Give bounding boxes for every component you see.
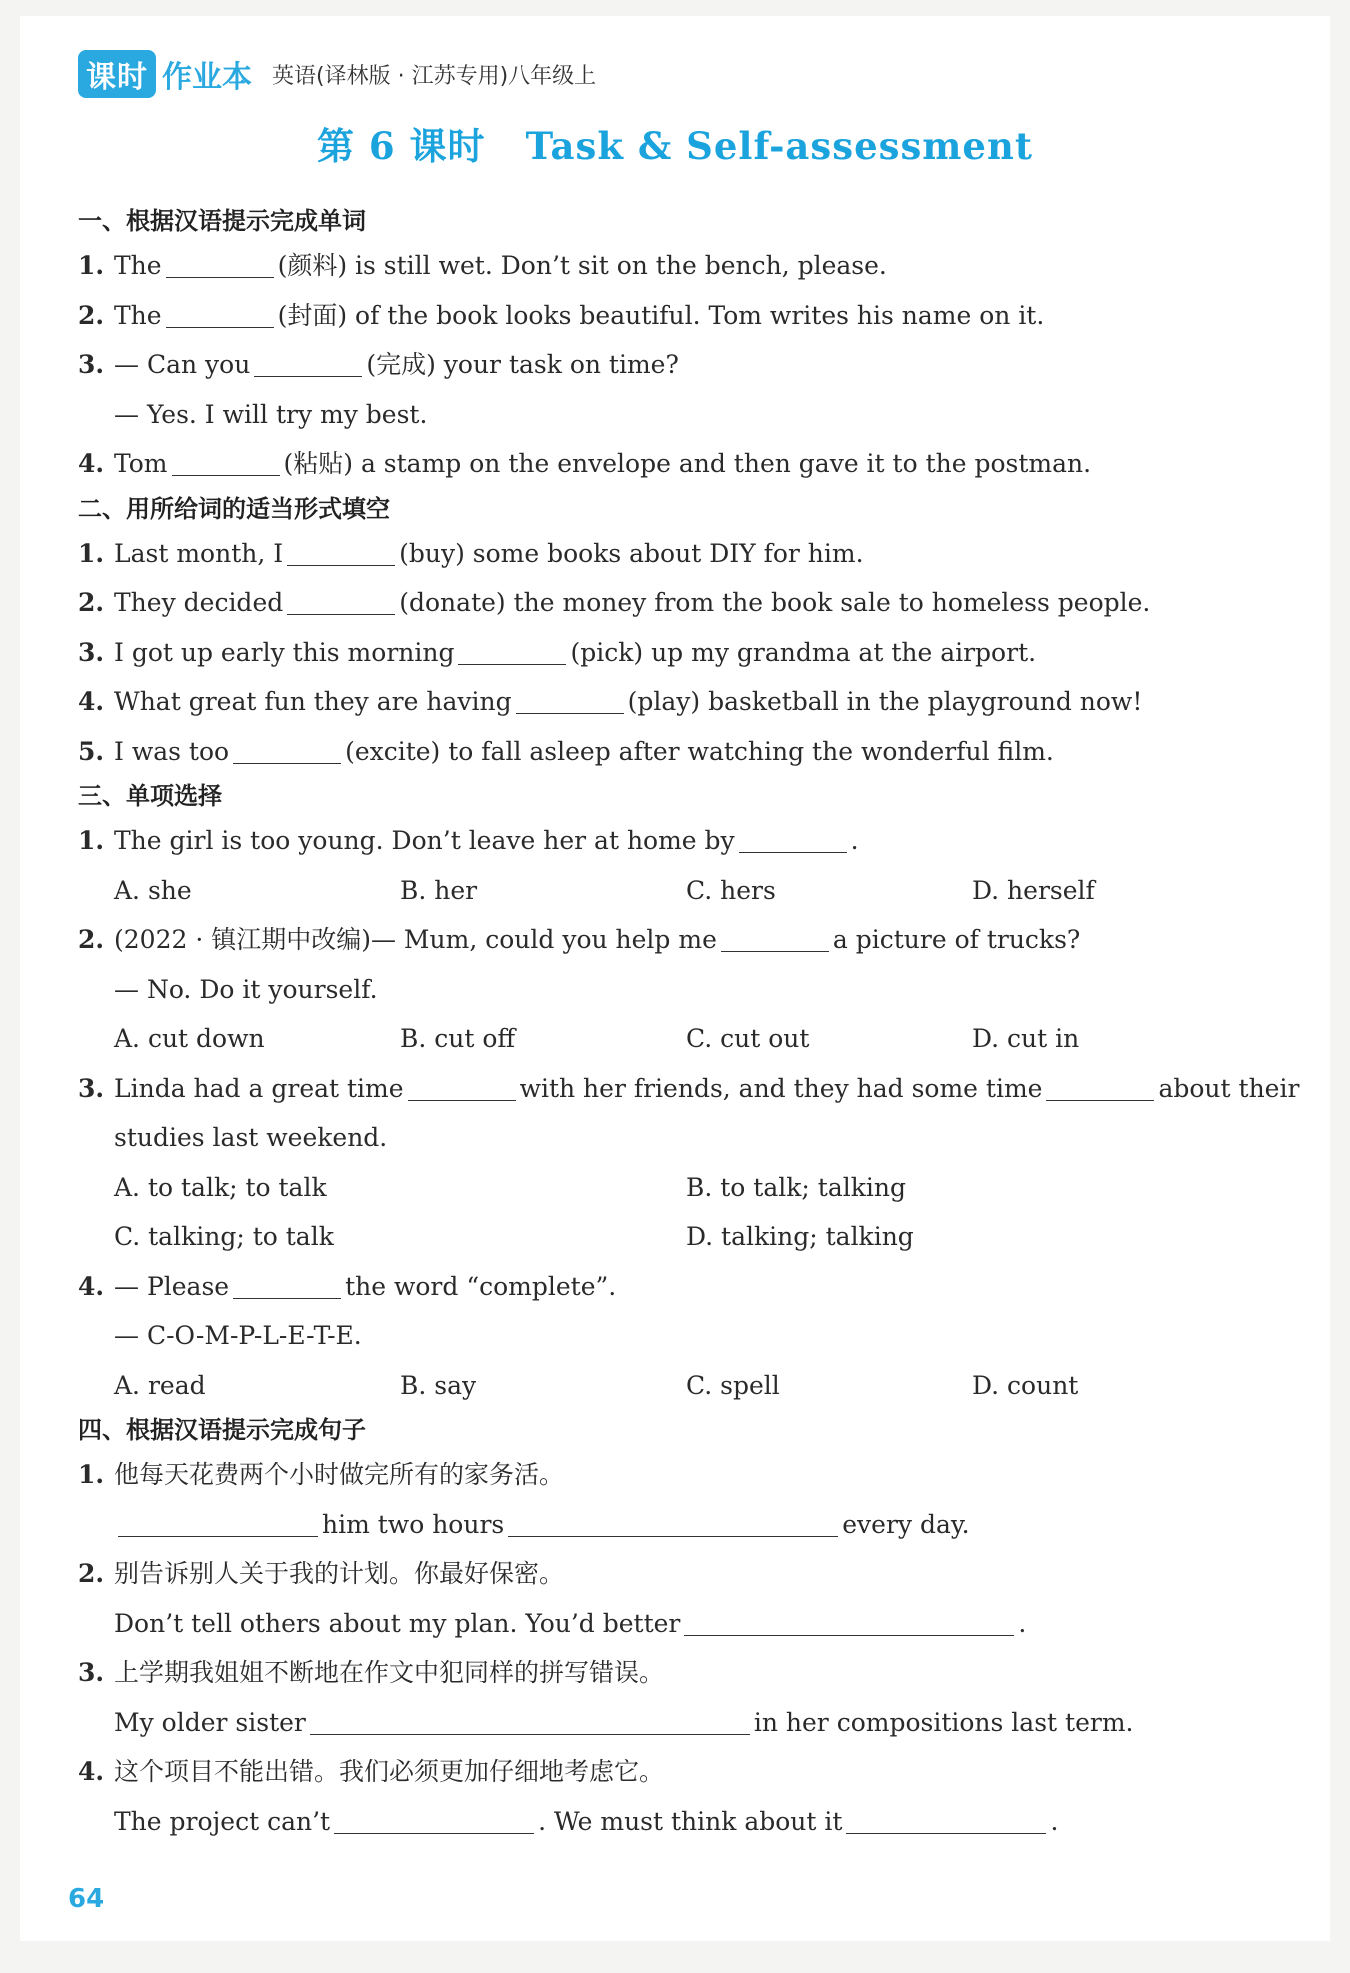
book-header (78, 46, 596, 102)
logo-badge: 课时 (78, 50, 156, 98)
answer-blank[interactable] (287, 541, 395, 566)
answer-blank[interactable] (458, 640, 566, 665)
question-row (78, 677, 1298, 727)
question-text: My older sister (114, 1707, 306, 1737)
options-row (78, 1163, 1298, 1213)
question-row (78, 578, 1298, 628)
option-d[interactable]: D. talking; talking (686, 1222, 914, 1251)
question-number: 1. (78, 251, 105, 280)
option-b[interactable]: B. her (400, 875, 478, 905)
options-row (78, 1212, 1298, 1262)
question-text: I was too (114, 736, 230, 766)
question-text: in her compositions last term. (753, 1707, 1134, 1737)
option-c[interactable]: C. talking; to talk (114, 1222, 334, 1251)
question-text: The girl is too young. Don’t leave her at home by (114, 826, 735, 855)
question-text: — Can you (114, 350, 251, 379)
answer-line (78, 1698, 1298, 1748)
option-b[interactable]: B. say (400, 1370, 477, 1400)
question-row (78, 1064, 1298, 1114)
question-number: 2. (78, 1559, 105, 1588)
logo-text: 作业本 (162, 60, 252, 95)
answer-blank[interactable] (233, 1274, 341, 1299)
question-number: 4. (78, 1271, 105, 1301)
option-d[interactable]: D. count (972, 1370, 1079, 1400)
question-text: (buy) some books about DIY for him. (399, 538, 864, 568)
question-text: about their (1158, 1073, 1300, 1103)
question-text: (颜料) is still wet. Don’t sit on the bench, please. (277, 251, 887, 280)
question-row (78, 291, 1298, 341)
options-row (78, 1014, 1298, 1064)
question-row (78, 1450, 1298, 1500)
chinese-prompt: 这个项目不能出错。我们必须更加仔细地考虑它。 (114, 1757, 665, 1786)
question-number: 3. (78, 1073, 105, 1103)
section-heading-1: 一、根据汉语提示完成单词 (78, 207, 366, 235)
question-text: Linda had a great time (114, 1073, 404, 1103)
question-text: . (1018, 1608, 1027, 1638)
question-text: . We must think about it (538, 1806, 843, 1836)
answer-blank[interactable] (508, 1512, 838, 1537)
answer-blank[interactable] (1046, 1076, 1154, 1101)
answer-blank[interactable] (254, 352, 362, 377)
lesson-title (20, 116, 1330, 170)
question-text: (粘贴) a stamp on the envelope and then gave it to the postman. (283, 449, 1092, 478)
chinese-prompt: 他每天花费两个小时做完所有的家务活。 (114, 1460, 565, 1489)
option-b[interactable]: B. cut off (400, 1024, 516, 1053)
question-row (78, 1262, 1298, 1312)
answer-line: — C-O-M-P-L-E-T-E. (114, 1321, 362, 1350)
question-text: The (114, 251, 162, 280)
answer-blank[interactable] (684, 1611, 1014, 1636)
question-number: 1. (78, 1460, 105, 1489)
question-text: (excite) to fall asleep after watching the wonderful film. (345, 736, 1054, 766)
question-number: 3. (78, 1658, 105, 1687)
question-number: 3. (78, 637, 105, 667)
book-info: 英语(译林版 · 江苏专用)八年级上 (272, 63, 597, 89)
section-heading-3: 三、单项选择 (78, 782, 222, 810)
answer-blank[interactable] (166, 253, 274, 278)
question-row (78, 241, 1298, 291)
question-text: (play) basketball in the playground now! (627, 687, 1143, 716)
question-text: the word “complete”. (345, 1271, 617, 1301)
answer-blank[interactable] (310, 1710, 750, 1735)
question-text: The project can’t (114, 1806, 331, 1836)
section-heading-4: 四、根据汉语提示完成句子 (78, 1416, 366, 1444)
question-text: . (850, 826, 859, 855)
option-a[interactable]: A. she (114, 875, 192, 905)
lesson-topic: Task & Self-assessment (525, 124, 1033, 168)
question-text: (donate) the money from the book sale to homeless people. (399, 588, 1151, 617)
question-text: him two hours (322, 1509, 505, 1539)
lesson-number: 第 6 课时 (317, 124, 486, 168)
options-row (78, 1361, 1298, 1411)
question-text: with her friends, and they had some time (519, 1073, 1043, 1103)
worksheet-page (20, 16, 1330, 1941)
question-row (78, 340, 1298, 390)
option-b[interactable]: B. to talk; talking (686, 1172, 906, 1202)
answer-blank[interactable] (721, 927, 829, 952)
option-d[interactable]: D. herself (972, 875, 1095, 905)
answer-line: — Yes. I will try my best. (114, 399, 428, 429)
question-number: 3. (78, 350, 105, 379)
option-c[interactable]: C. cut out (686, 1024, 810, 1053)
answer-blank[interactable] (166, 303, 274, 328)
question-text: . (1050, 1806, 1059, 1836)
answer-line: — No. Do it yourself. (114, 974, 378, 1004)
chinese-prompt: 上学期我姐姐不断地在作文中犯同样的拼写错误。 (114, 1658, 665, 1687)
question-number: 4. (78, 449, 105, 478)
page-number: 64 (68, 1884, 105, 1914)
question-text: a picture of trucks? (832, 925, 1081, 954)
option-a[interactable]: A. to talk; to talk (114, 1172, 327, 1202)
question-number: 2. (78, 588, 105, 617)
answer-blank[interactable] (516, 689, 624, 714)
option-a[interactable]: A. read (114, 1370, 206, 1400)
question-text: Tom (114, 449, 168, 478)
answer-line (78, 1797, 1298, 1847)
question-row (78, 529, 1298, 579)
option-c[interactable]: C. hers (686, 875, 776, 905)
answer-blank[interactable] (334, 1809, 534, 1834)
question-number: 5. (78, 736, 105, 766)
option-c[interactable]: C. spell (686, 1370, 780, 1400)
answer-blank[interactable] (172, 451, 280, 476)
question-row (78, 628, 1298, 678)
question-number: 2. (78, 925, 105, 954)
question-row (78, 1549, 1298, 1599)
question-text: They decided (114, 588, 284, 617)
question-number: 1. (78, 826, 105, 855)
answer-blank[interactable] (118, 1512, 318, 1537)
question-number: 1. (78, 538, 105, 568)
answer-blank[interactable] (287, 590, 395, 615)
answer-blank[interactable] (233, 739, 341, 764)
chinese-prompt: 别告诉别人关于我的计划。你最好保密。 (114, 1559, 565, 1588)
options-row (78, 866, 1298, 916)
question-row (78, 1747, 1298, 1797)
question-text: What great fun they are having (114, 687, 512, 716)
question-continuation: studies last weekend. (114, 1123, 388, 1152)
exercise-content (78, 201, 1298, 1846)
question-text: Last month, I (114, 538, 284, 568)
question-text: Don’t tell others about my plan. You’d better (114, 1608, 681, 1638)
question-row (78, 915, 1298, 965)
option-d[interactable]: D. cut in (972, 1024, 1080, 1053)
question-row (78, 816, 1298, 866)
question-text: (封面) of the book looks beautiful. Tom writes his name on it. (277, 300, 1045, 330)
answer-blank[interactable] (408, 1076, 516, 1101)
answer-blank[interactable] (739, 828, 847, 853)
answer-line (78, 1500, 1298, 1550)
section-heading-2: 二、用所给词的适当形式填空 (78, 494, 390, 523)
question-text: (完成) your task on time? (366, 350, 679, 379)
answer-line (78, 1599, 1298, 1649)
answer-blank[interactable] (846, 1809, 1046, 1834)
question-text: The (114, 300, 162, 330)
question-number: 2. (78, 300, 105, 330)
option-a[interactable]: A. cut down (114, 1024, 265, 1053)
question-number: 4. (78, 1757, 105, 1786)
question-row (78, 439, 1298, 489)
question-text: (pick) up my grandma at the airport. (570, 637, 1037, 667)
question-text: every day. (842, 1509, 970, 1539)
question-row (78, 727, 1298, 777)
question-text: (2022 · 镇江期中改编)— Mum, could you help me (114, 925, 717, 954)
question-row (78, 1648, 1298, 1698)
question-text: — Please (114, 1271, 230, 1301)
question-number: 4. (78, 687, 105, 716)
question-text: I got up early this morning (114, 637, 455, 667)
